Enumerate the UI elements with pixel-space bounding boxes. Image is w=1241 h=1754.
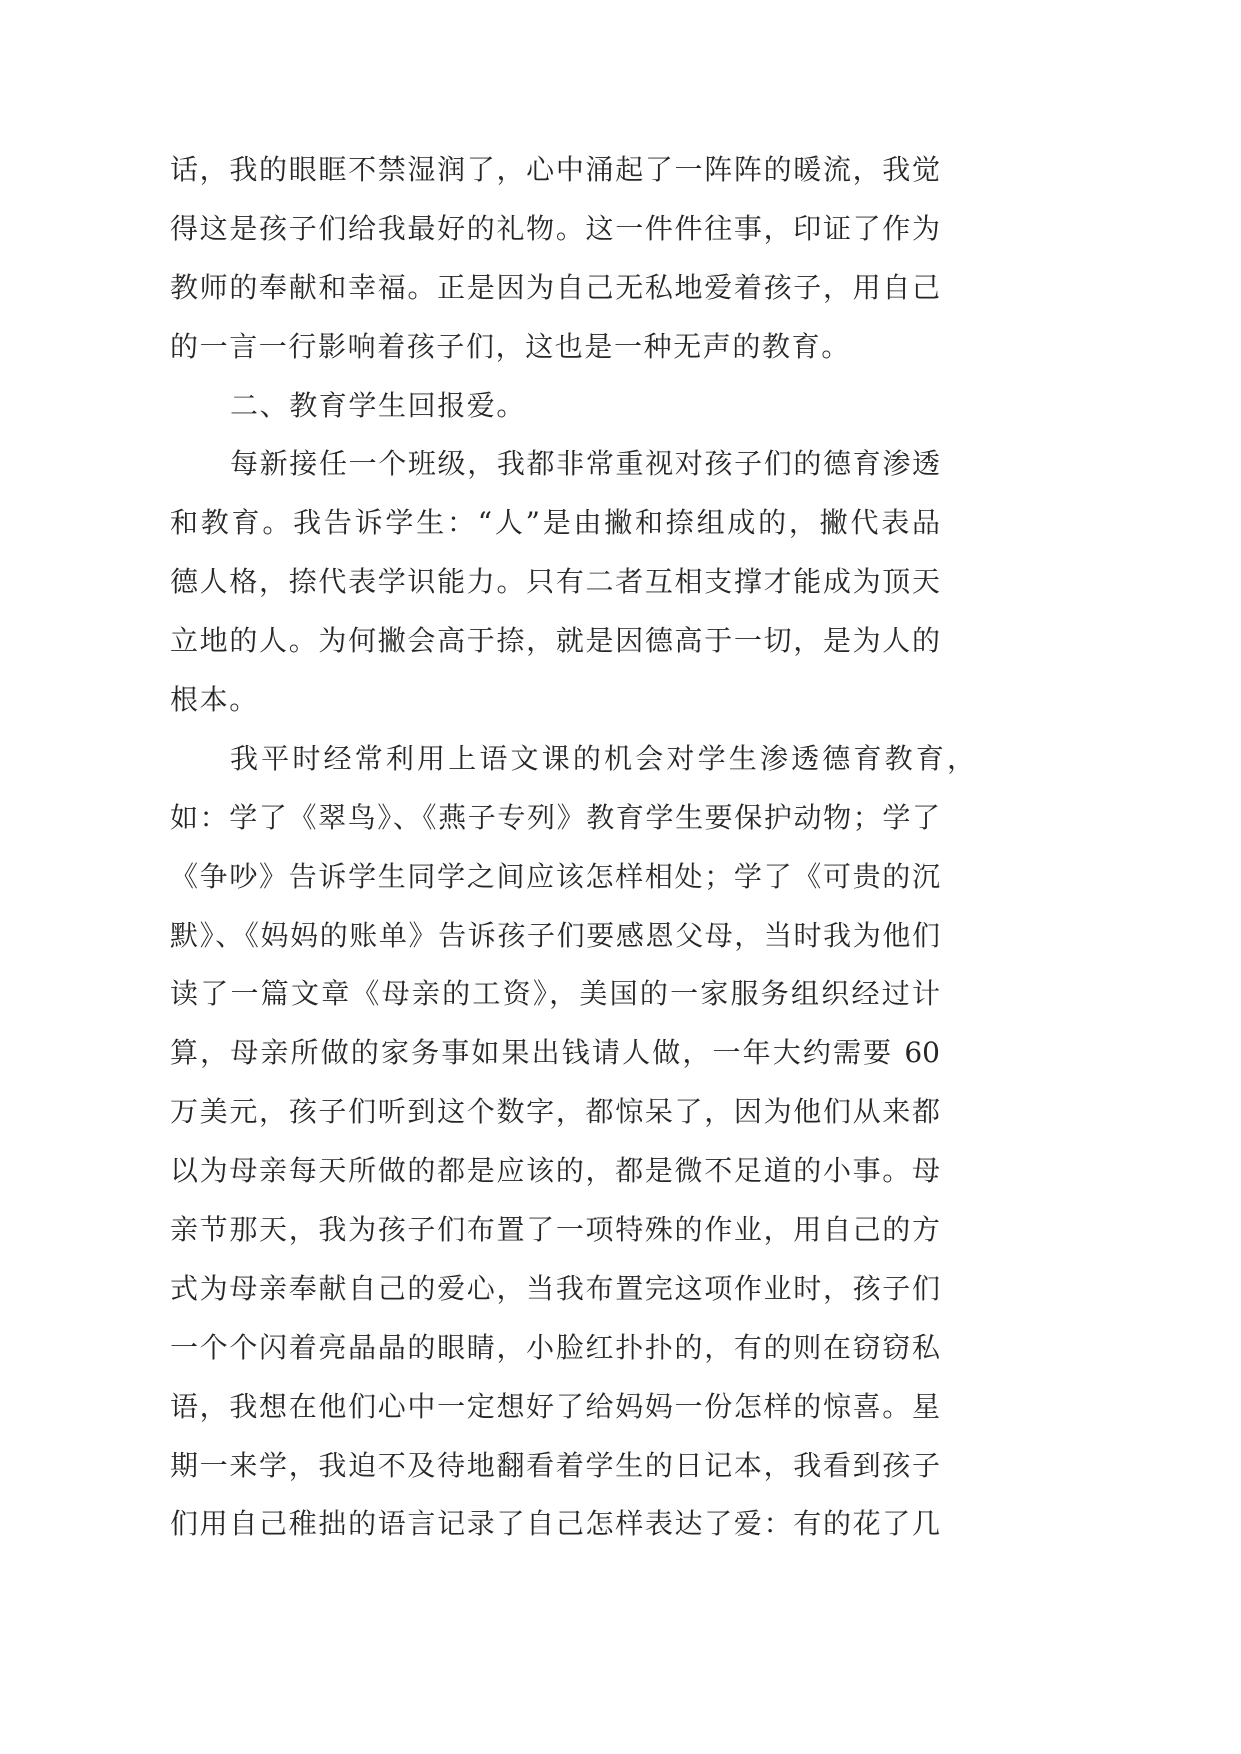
text-line: 德人格，捺代表学识能力。只有二者互相支撑才能成为顶天: [170, 565, 940, 599]
text-line: 期一来学，我迫不及待地翻看着学生的日记本，我看到孩子: [170, 1448, 940, 1482]
text-line: 以为母亲每天所做的都是应该的，都是微不足道的小事。母: [170, 1154, 940, 1188]
text-line: 式为母亲奉献自己的爱心，当我布置完这项作业时，孩子们: [170, 1271, 940, 1305]
text-line: 一个个闪着亮晶晶的眼睛，小脸红扑扑的，有的则在窃窃私: [170, 1330, 940, 1364]
text-line: 我平时经常利用上语文课的机会对学生渗透德育教育，: [230, 741, 975, 775]
text-line: 和教育。我告诉学生：“人”是由撇和捺组成的，撇代表品: [170, 506, 940, 540]
text-line: 根本。: [170, 683, 259, 717]
section-heading: [170, 377, 940, 436]
text-line: 教师的奉献和幸福。正是因为自己无私地爱着孩子，用自己: [170, 270, 940, 304]
text-line: 万美元，孩子们听到这个数字，都惊呆了，因为他们从来都: [170, 1095, 940, 1129]
text-line: 《争吵》告诉学生同学之间应该怎样相处；学了《可贵的沉: [170, 859, 940, 893]
text-line: 得这是孩子们给我最好的礼物。这一件件往事，印证了作为: [170, 211, 940, 245]
text-line: 如：学了《翠鸟》、《燕子专列》教育学生要保护动物；学了: [170, 800, 940, 834]
text-line: 的一言一行影响着孩子们，这也是一种无声的教育。: [170, 329, 851, 363]
text-line: 读了一篇文章《母亲的工资》，美国的一家服务组织经过计: [170, 977, 940, 1011]
text-line: 默》、《妈妈的账单》告诉孩子们要感恩父母，当时我为他们: [170, 918, 940, 952]
section-heading-text: 二、教育学生回报爱。: [230, 388, 527, 422]
text-line: 立地的人。为何撇会高于捺，就是因德高于一切，是为人的: [170, 624, 940, 658]
text-line: 们用自己稚拙的语言记录了自己怎样表达了爱：有的花了几: [170, 1507, 940, 1541]
paragraph: [170, 730, 975, 1554]
text-line: 话，我的眼眶不禁湿润了，心中涌起了一阵阵的暖流，我觉: [170, 153, 940, 186]
document-body: [170, 141, 975, 1554]
text-line: 算，母亲所做的家务事如果出钱请人做，一年大约需要 60: [170, 1036, 940, 1070]
text-line: 语，我想在他们心中一定想好了给妈妈一份怎样的惊喜。星: [170, 1389, 940, 1423]
text-line: 亲节那天，我为孩子们布置了一项特殊的作业，用自己的方: [170, 1213, 940, 1247]
paragraph: [170, 435, 940, 729]
text-line: 每新接任一个班级，我都非常重视对孩子们的德育渗透: [230, 447, 940, 481]
paragraph: [170, 141, 940, 377]
